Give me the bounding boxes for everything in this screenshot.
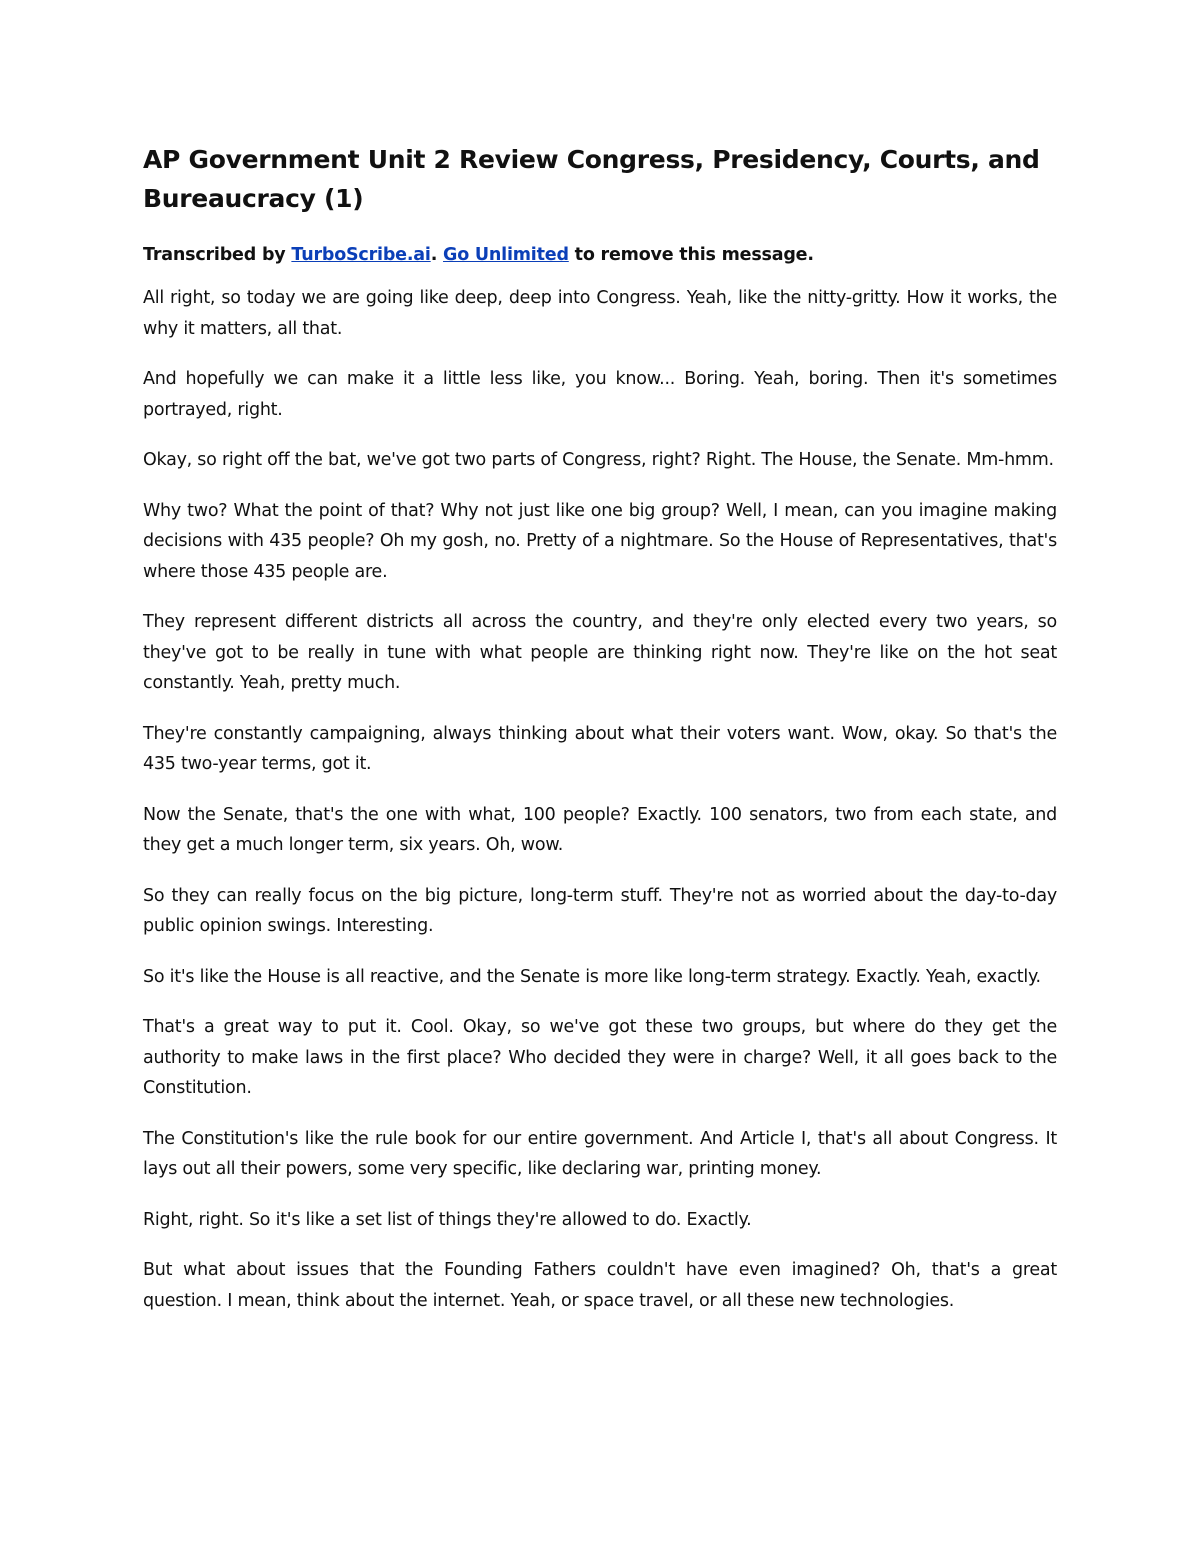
paragraph: So they can really focus on the big picture, long-term stuff. They're not as worried about the day-to-day public opinion swings. Interesting. bbox=[143, 885, 1057, 936]
notice-suffix: to remove this message. bbox=[568, 245, 814, 265]
paragraph: Why two? What the point of that? Why not just like one big group? Well, I mean, can you imagine making decisions with 435 people? Oh my gosh, no. Pretty of a nightmare. So the House of Representatives, that's where those 435 people are. bbox=[143, 500, 1057, 582]
document-page bbox=[143, 140, 1057, 1336]
paragraph: So it's like the House is all reactive, and the Senate is more like long-term strategy. Exactly. Yeah, exactly. bbox=[143, 966, 1041, 987]
go-unlimited-link[interactable]: Go Unlimited bbox=[443, 245, 569, 265]
paragraph: The Constitution's like the rule book for our entire government. And Article I, that's all about Congress. It lays out all their powers, some very specific, like declaring war, printing money. bbox=[143, 1128, 1057, 1179]
notice-separator: . bbox=[430, 245, 444, 265]
paragraph: But what about issues that the Founding Fathers couldn't have even imagined? Oh, that's a great question. I mean, think about the internet. Yeah, or space travel, or all these new technologies. bbox=[143, 1260, 1057, 1311]
paragraph: And hopefully we can make it a little less like, you know... Boring. Yeah, boring. Then it's sometimes portrayed, right. bbox=[143, 369, 1057, 420]
paragraph: That's a great way to put it. Cool. Okay, so we've got these two groups, but where do they get the authority to make laws in the first place? Who decided they were in charge? Well, it all goes back to the Constitution. bbox=[143, 1017, 1057, 1098]
paragraph: Now the Senate, that's the one with what, 100 people? Exactly. 100 senators, two from each state, and they get a much longer term, six years. Oh, wow. bbox=[143, 804, 1057, 855]
turboscribe-link[interactable]: TurboScribe.ai bbox=[291, 245, 431, 265]
paragraph: They're constantly campaigning, always thinking about what their voters want. Wow, okay. So that's the 435 two-year terms, got it. bbox=[143, 723, 1057, 774]
document-title: AP Government Unit 2 Review Congress, Presidency, Courts, and Bureaucracy (1) bbox=[143, 145, 1040, 213]
paragraph: All right, so today we are going like deep, deep into Congress. Yeah, like the nitty-gritty. How it works, the why it matters, all that. bbox=[143, 288, 1057, 339]
paragraph: Okay, so right off the bat, we've got two parts of Congress, right? Right. The House, the Senate. Mm-hmm. bbox=[143, 450, 1054, 470]
notice-prefix: Transcribed by bbox=[143, 245, 292, 265]
transcription-notice bbox=[143, 240, 1057, 270]
paragraph: Right, right. So it's like a set list of things they're allowed to do. Exactly. bbox=[143, 1209, 752, 1230]
paragraph: They represent different districts all across the country, and they're only elected every two years, so they've got to be really in tune with what people are thinking right now. They're like on the hot seat constantly. Yeah, pretty much. bbox=[143, 612, 1057, 693]
